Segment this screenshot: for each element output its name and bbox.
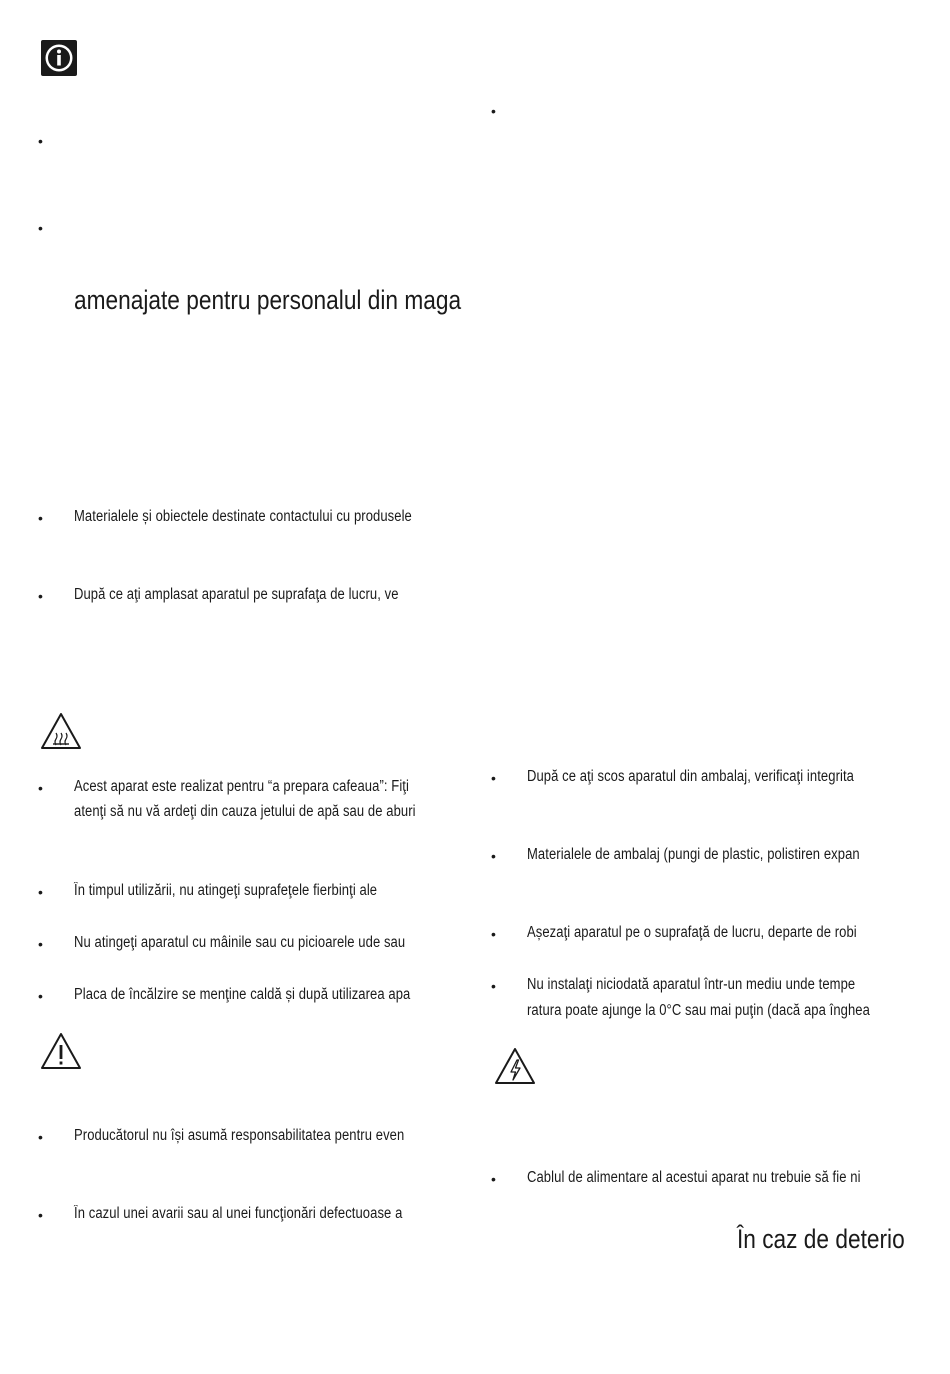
electric-shock-warning-icon [494,1047,536,1085]
exclamation-warning-icon [40,1032,82,1070]
list-item: În timpul utilizării, nu atingeţi suprafeţele fierbinţi ale [74,882,378,899]
bullet: • [491,926,496,942]
bullet: • [38,510,43,526]
bullet: • [38,936,43,952]
section-text-fragment: În caz de deterio [737,1224,905,1254]
list-item: Cablul de alimentare al acestui aparat nu trebuie să fie ni [527,1169,861,1186]
bullet: • [38,780,43,796]
bullet: • [38,988,43,1004]
hot-surface-warning-icon [40,712,82,750]
bullet: • [38,588,43,604]
bullet: • [38,1129,43,1145]
list-item-continuation: ratura poate ajunge la 0°C sau mai puţin (dacă apa înghea [527,1002,870,1019]
list-item: Producătorul nu își asumă responsabilitatea pentru even [74,1127,405,1144]
bullet: • [491,1171,496,1187]
bullet: • [491,770,496,786]
list-item: Materialele și obiectele destinate contactului cu produsele [74,508,412,525]
bullet: • [38,884,43,900]
section-text-fragment: amenajate pentru personalul din maga [74,285,462,315]
list-item: În cazul unei avarii sau al unei funcţionări defectuoase a [74,1205,403,1222]
bullet: • [491,848,496,864]
list-item: Așezaţi aparatul pe o suprafaţă de lucru, departe de robi [527,924,857,941]
bullet: • [491,103,496,119]
info-icon [41,40,77,76]
list-item: Placa de încălzire se menţine caldă și după utilizarea apa [74,986,411,1003]
list-item: Materialele de ambalaj (pungi de plastic, polistiren expan [527,846,860,863]
bullet: • [38,1207,43,1223]
list-item-continuation: atenţi să nu vă ardeţi din cauza jetului de apă sau de aburi [74,803,416,820]
list-item: Nu atingeţi aparatul cu mâinile sau cu picioarele ude sau [74,934,406,951]
bullet: • [491,978,496,994]
list-item: Nu instalaţi niciodată aparatul într-un mediu unde tempe [527,976,856,993]
list-item: După ce aţi amplasat aparatul pe suprafaţa de lucru, ve [74,586,399,603]
list-item: Acest aparat este realizat pentru “a prepara cafeaua”: Fiţi [74,778,409,795]
bullet: • [38,220,43,236]
list-item: După ce aţi scos aparatul din ambalaj, verificaţi integrita [527,768,855,785]
bullet: • [38,133,43,149]
